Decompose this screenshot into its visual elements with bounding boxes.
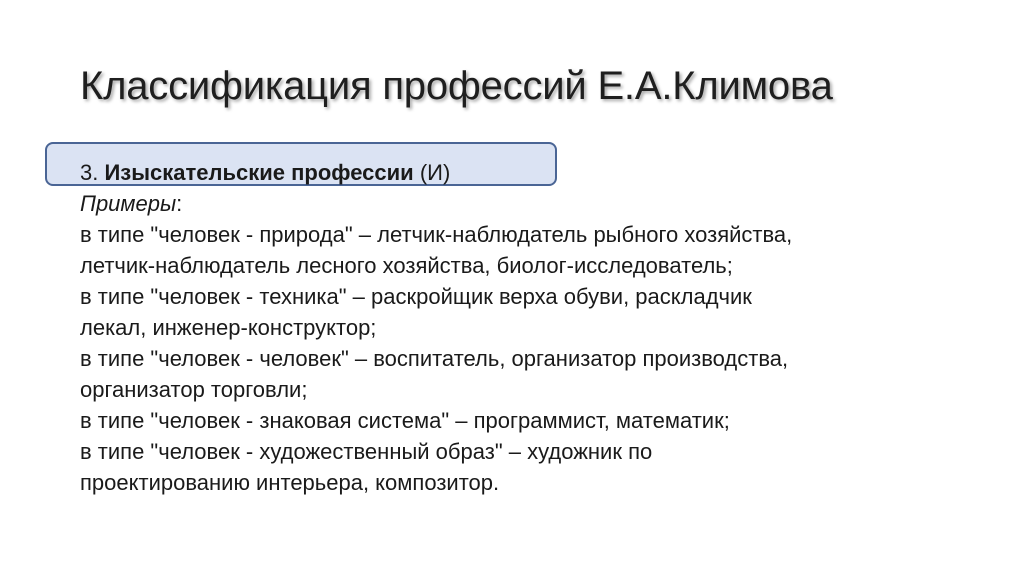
slide-body xyxy=(80,157,980,498)
category-heading xyxy=(80,157,980,188)
example-line: в типе "человек - знаковая система" – программист, математик; xyxy=(80,408,730,433)
example-line: в типе "человек - техника" – раскройщик верха обуви, раскладчик xyxy=(80,284,752,309)
category-number: 3. xyxy=(80,160,105,185)
example-line: организатор торговли; xyxy=(80,377,308,402)
example-line: летчик-наблюдатель лесного хозяйства, биолог-исследователь; xyxy=(80,253,733,278)
examples-label-line xyxy=(80,188,980,219)
examples-label: Примеры xyxy=(80,191,177,216)
example-line: в типе "человек - человек" – воспитатель, организатор производства, xyxy=(80,346,789,371)
examples-colon: : xyxy=(176,191,183,216)
example-line: в типе "человек - художественный образ" – художник по xyxy=(80,439,653,464)
slide-title: Классификация профессий Е.А.Климова xyxy=(80,64,833,108)
category-name: Изыскательские профессии xyxy=(104,160,414,185)
example-line: в типе "человек - природа" – летчик-наблюдатель рыбного хозяйства, xyxy=(80,222,793,247)
category-code: (И) xyxy=(413,160,451,185)
example-line: проектированию интерьера, композитор. xyxy=(80,470,500,495)
example-line: лекал, инженер-конструктор; xyxy=(80,315,377,340)
